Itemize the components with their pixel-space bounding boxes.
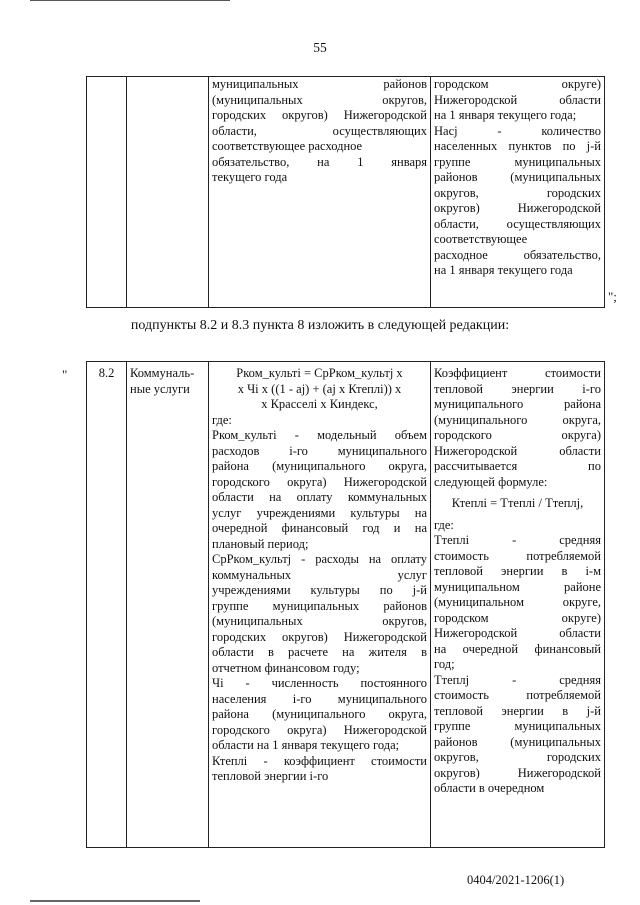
formula-description-cell <box>209 77 431 308</box>
table-row <box>87 362 605 848</box>
text-line: населенных пунктов по j-й <box>434 139 601 153</box>
text-line: области в расчете на жителя в <box>212 645 427 659</box>
text-line: округов) Нижегородской <box>434 201 601 215</box>
col-number-cell <box>87 77 127 308</box>
text-line: районов (муниципальных <box>434 170 601 184</box>
text-line: на очередной финансовый <box>434 641 601 656</box>
text-line: (муниципальном округе, <box>434 595 601 609</box>
text-line: округов, городских <box>434 750 601 764</box>
text-line: Нижегородской области <box>434 92 601 107</box>
text-line: области в очередном <box>434 781 545 795</box>
text-line: учреждениями культуры по j-й <box>212 583 427 597</box>
coefficient-description <box>434 362 601 490</box>
text-line: (муниципальных округов, <box>212 614 427 628</box>
text-line: СрРком_культj - расходы на оплату <box>212 552 427 566</box>
text-line: Нижегородской области <box>434 443 601 458</box>
text-line: отчетном финансовом году; <box>212 660 360 675</box>
text-line: городском округе) <box>434 610 601 625</box>
text-line: Нижегородской области <box>434 626 601 640</box>
bottom-rule <box>30 900 200 902</box>
text-line: округов) Нижегородской <box>434 765 601 780</box>
text-line: группе муниципальных <box>434 719 601 733</box>
amendment-intro: подпункты 8.2 и 8.3 пункта 8 изложить в следующей редакции: <box>130 318 510 333</box>
text-line: городского округа) Нижегородской <box>212 474 427 489</box>
text-line: соответствующее <box>434 232 528 246</box>
text-line: услуг учреждениями культуры на <box>212 505 427 520</box>
text-line: муниципальном районе <box>434 579 601 594</box>
document-code: 0404/2021-1206(1) <box>467 873 565 887</box>
text-line: на 1 января текущего года <box>434 263 573 277</box>
top-rule <box>30 0 230 1</box>
text-line: тепловой энергии i-го <box>212 769 329 783</box>
table-row <box>87 77 605 308</box>
text-line: городском округе) <box>434 77 601 91</box>
formula-legend <box>212 413 427 785</box>
text-line: коммунальных услуг <box>212 567 427 582</box>
text-line: Рком_культi - модельный объем <box>212 428 427 442</box>
coefficient-description-cell <box>431 77 605 308</box>
text-line: группе муниципальных районов <box>212 598 427 613</box>
text-line: населения i-го муниципального <box>212 691 427 706</box>
text-line: на 1 января текущего года; <box>434 108 577 122</box>
coefficient-legend <box>434 518 601 797</box>
text-line: следующей формуле: <box>434 474 548 489</box>
text-line: где: <box>212 412 232 427</box>
text-line: области на оплату коммунальных <box>212 490 427 504</box>
text-line: ные услуги <box>130 381 190 396</box>
formula-cell <box>209 362 431 848</box>
text-line: где: <box>434 517 454 532</box>
page-number: 55 <box>313 40 327 55</box>
text-line: Коэффициент стоимости <box>434 366 601 380</box>
text-line: Рком_культi = СрРком_культj x <box>236 366 403 380</box>
text-line: обязательство, на 1 января <box>212 154 427 169</box>
item-number: 8.2 <box>98 366 115 380</box>
text-line: Ттеплi - средняя <box>434 533 601 547</box>
text-line: (муниципальных округов, <box>212 92 427 107</box>
text-line: год; <box>434 657 455 671</box>
text-line: группе муниципальных <box>434 154 601 169</box>
text-line: Коммуналь- <box>130 366 195 380</box>
coefficient-text <box>434 77 601 279</box>
text-line: x Красселi x Киндекс, <box>261 397 378 411</box>
text-line: рассчитывается по <box>434 459 601 473</box>
text-line: очередной финансовый год и на <box>212 521 427 535</box>
item-name-cell <box>127 362 209 848</box>
utilities-table <box>86 361 605 848</box>
text-line: области, осуществляющих <box>212 123 427 138</box>
text-line: соответствующее расходное <box>212 139 363 153</box>
col-name-cell <box>127 77 209 308</box>
description-text <box>212 77 427 186</box>
text-line: стоимость потребляемой <box>434 548 601 563</box>
text-line: области на 1 января текущего года; <box>212 738 400 752</box>
text-line: муниципального района <box>434 397 601 411</box>
text-line: муниципальных районов <box>212 77 427 91</box>
heat-coefficient-formula: Ктеплi = Ттеплi / Ттеплj, <box>451 496 584 510</box>
text-line: тепловой энергии в j-й <box>434 703 601 718</box>
text-line: области, осуществляющих <box>434 216 601 231</box>
text-line: стоимость потребляемой <box>434 688 601 702</box>
text-line: тепловой энергии i-го <box>434 381 601 396</box>
text-line: x Чi x ((1 - аj) + (аj x Ктеплi)) x <box>237 381 402 396</box>
text-line: районов (муниципальных <box>434 734 601 749</box>
text-line: расходное обязательство, <box>434 247 601 262</box>
text-line: городских округов) Нижегородской <box>212 108 427 122</box>
text-line: Чi - численность постоянного <box>212 676 427 690</box>
coefficient-cell <box>431 362 605 848</box>
closing-quote: "; <box>608 289 617 304</box>
text-line: (муниципального округа, <box>434 412 601 427</box>
text-line: текущего года <box>212 170 288 184</box>
text-line: района (муниципального округа, <box>212 707 427 721</box>
text-line: плановый период; <box>212 536 309 551</box>
cost-formula <box>212 362 427 413</box>
text-line: округов, городских <box>434 185 601 200</box>
text-line: городского округа) <box>434 428 601 442</box>
text-line: Насj - количество <box>434 123 601 138</box>
text-line: Ктеплi - коэффициент стоимости <box>212 753 427 768</box>
continuation-table <box>86 76 605 308</box>
opening-quote: " <box>62 367 68 382</box>
text-line: городского округа) Нижегородской <box>212 722 427 737</box>
item-name <box>130 362 205 397</box>
text-line: Ттеплj - средняя <box>434 672 601 687</box>
text-line: тепловой энергии в i-м <box>434 564 601 578</box>
text-line: городских округов) Нижегородской <box>212 629 427 644</box>
text-line: расходов i-го муниципального <box>212 443 427 458</box>
item-number-cell <box>87 362 127 848</box>
text-line: района (муниципального округа, <box>212 459 427 473</box>
